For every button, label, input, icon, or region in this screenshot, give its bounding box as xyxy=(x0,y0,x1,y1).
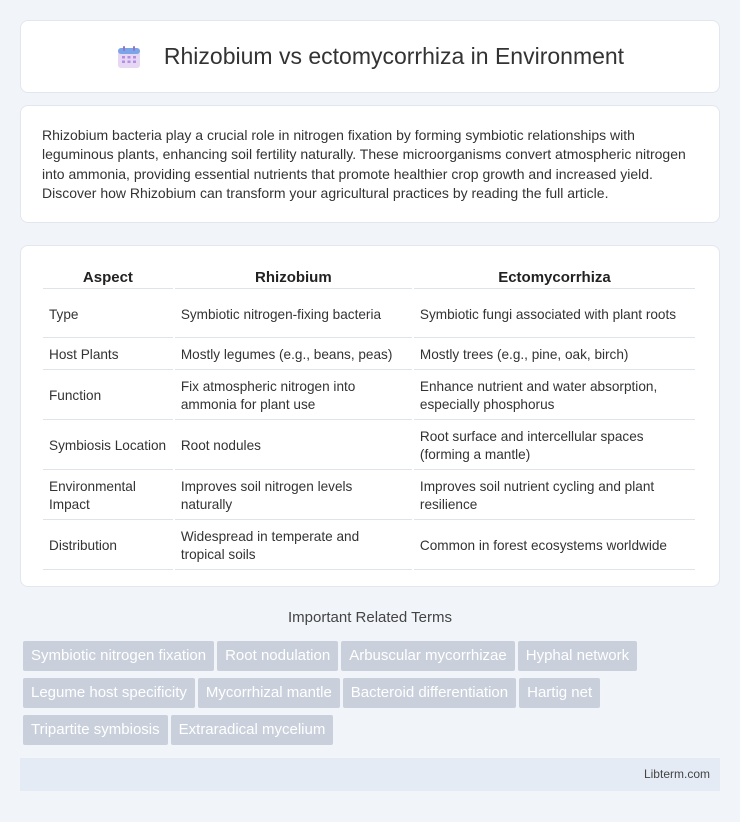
title-card xyxy=(20,20,720,93)
related-terms-list xyxy=(23,641,723,752)
footer xyxy=(20,758,720,791)
comparison-table xyxy=(41,264,697,572)
calendar-icon xyxy=(116,44,142,70)
table-cell: Mostly legumes (e.g., beans, peas) xyxy=(175,340,412,370)
table-cell: Host Plants xyxy=(43,340,173,370)
column-header: Aspect xyxy=(43,266,173,289)
related-term-tag[interactable]: Mycorrhizal mantle xyxy=(198,678,340,708)
related-term-tag[interactable]: Root nodulation xyxy=(217,641,338,671)
related-term-tag[interactable]: Bacteroid differentiation xyxy=(343,678,516,708)
table-row xyxy=(43,472,695,520)
table-row xyxy=(43,340,695,370)
table-cell: Enhance nutrient and water absorption, especially phosphorus xyxy=(414,372,695,420)
table-row xyxy=(43,372,695,420)
related-term-tag[interactable]: Extraradical mycelium xyxy=(171,715,334,745)
table-row xyxy=(43,291,695,338)
table-cell: Function xyxy=(43,372,173,420)
related-term-tag[interactable]: Hartig net xyxy=(519,678,600,708)
table-cell: Root nodules xyxy=(175,422,412,470)
table-cell: Symbiotic nitrogen-fixing bacteria xyxy=(175,291,412,338)
table-cell: Environmental Impact xyxy=(43,472,173,520)
table-cell: Root surface and intercellular spaces (forming a mantle) xyxy=(414,422,695,470)
table-cell: Fix atmospheric nitrogen into ammonia for plant use xyxy=(175,372,412,420)
table-cell: Common in forest ecosystems worldwide xyxy=(414,522,695,570)
table-cell: Mostly trees (e.g., pine, oak, birch) xyxy=(414,340,695,370)
table-header-row xyxy=(43,266,695,289)
comparison-card xyxy=(20,245,720,587)
intro-text: Rhizobium bacteria play a crucial role in nitrogen fixation by forming symbiotic relationships with leguminous plants, enhancing soil fertility naturally. These microorganisms convert atmospheric nitrogen into ammonia, providing essential nutrients that promote healthier crop growth and increased yield. Discover how Rhizobium can transform your agricultural practices by reading the full article. xyxy=(42,127,686,202)
column-header: Ectomycorrhiza xyxy=(414,266,695,289)
table-cell: Widespread in temperate and tropical soils xyxy=(175,522,412,570)
table-row xyxy=(43,522,695,570)
table-cell: Improves soil nutrient cycling and plant resilience xyxy=(414,472,695,520)
related-terms-title: Important Related Terms xyxy=(288,609,452,626)
related-term-tag[interactable]: Legume host specificity xyxy=(23,678,195,708)
related-term-tag[interactable]: Tripartite symbiosis xyxy=(23,715,168,745)
related-term-tag[interactable]: Hyphal network xyxy=(518,641,637,671)
footer-site-link[interactable]: Libterm.com xyxy=(643,767,710,781)
table-cell: Type xyxy=(43,291,173,338)
column-header: Rhizobium xyxy=(175,266,412,289)
table-cell: Distribution xyxy=(43,522,173,570)
intro-card xyxy=(20,105,720,223)
table-cell: Symbiotic fungi associated with plant roots xyxy=(414,291,695,338)
table-cell: Improves soil nitrogen levels naturally xyxy=(175,472,412,520)
table-cell: Symbiosis Location xyxy=(43,422,173,470)
related-term-tag[interactable]: Symbiotic nitrogen fixation xyxy=(23,641,214,671)
page-title: Rhizobium vs ectomycorrhiza in Environment xyxy=(163,43,625,69)
table-row xyxy=(43,422,695,470)
related-term-tag[interactable]: Arbuscular mycorrhizae xyxy=(341,641,515,671)
